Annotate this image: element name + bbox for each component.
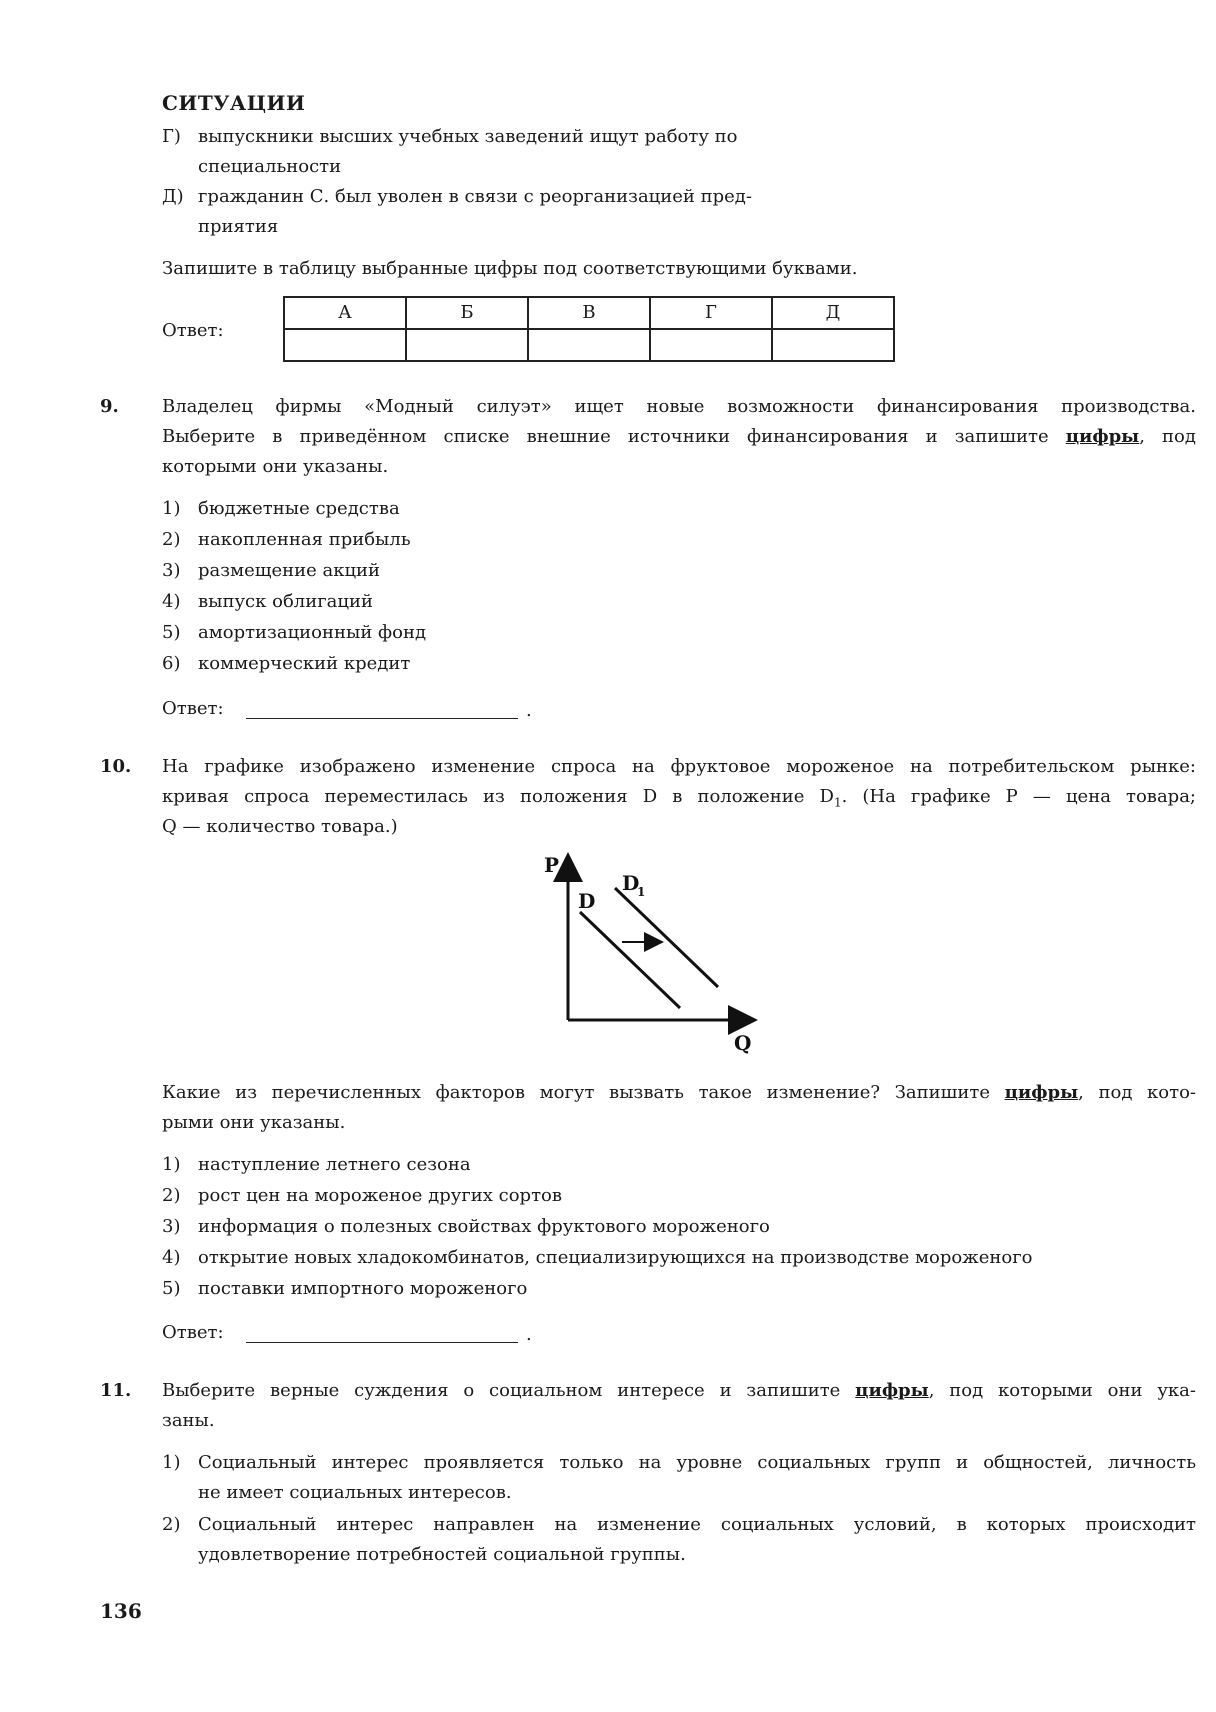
list-item [162, 1510, 198, 1540]
option-number: 1) [162, 498, 181, 519]
situation-letter: Г) [162, 126, 181, 147]
list-item [162, 1150, 471, 1180]
answer-table-header: А [284, 297, 406, 329]
question-11-number: 11. [100, 1380, 132, 1401]
list-item [162, 1448, 198, 1478]
option-text-cont: удовлетворение потребностей социальной группы. [198, 1544, 686, 1565]
question-10-prompt [162, 1078, 1196, 1108]
demand-curve-d1 [615, 888, 718, 987]
answer-table-header: Б [406, 297, 528, 329]
keyword-tsifry: цифры [855, 1380, 929, 1401]
answer-label: Ответ: [162, 698, 224, 719]
question-11-text [162, 1376, 1196, 1406]
option-text: бюджетные средства [198, 498, 400, 519]
question-10-text: На графике изображено изменение спроса на фруктовое мороженое на потребительском рынке: [162, 756, 1196, 777]
option-text: амортизационный фонд [198, 622, 427, 643]
section-heading: СИТУАЦИИ [162, 91, 306, 115]
answer-cell[interactable] [284, 329, 406, 361]
question-9-text [162, 422, 1196, 452]
answer-period: . [526, 1324, 532, 1345]
list-item [162, 494, 400, 524]
question-10-prompt-part: , под кото- [1078, 1082, 1197, 1103]
question-9-text-part: , под [1139, 426, 1196, 447]
answer-cell[interactable] [528, 329, 650, 361]
option-text: коммерческий кредит [198, 653, 411, 674]
answer-label: Ответ: [162, 320, 224, 341]
answer-line[interactable] [246, 718, 518, 719]
option-text-cont: не имеет социальных интересов. [198, 1482, 512, 1503]
situation-g [162, 122, 737, 152]
question-11-text: заны. [162, 1410, 215, 1431]
question-9-number: 9. [100, 396, 119, 417]
q-axis-label: Q [734, 1031, 752, 1055]
question-10-number: 10. [100, 756, 132, 777]
d1-subscript: 1 [637, 885, 646, 899]
option-number: 2) [162, 1185, 181, 1206]
answer-period: . [526, 700, 532, 721]
answer-table-header: Д [772, 297, 894, 329]
option-text: открытие новых хладокомбинатов, специализирующихся на производстве мороженого [198, 1247, 1033, 1268]
option-text: накопленная прибыль [198, 529, 411, 550]
question-9-text-part: Выберите в приведённом списке внешние источники финансирования и запишите [162, 426, 1049, 447]
question-10-text-part-a: кривая спроса переместилась из положения D в положение D [162, 786, 834, 807]
list-item [162, 556, 380, 586]
option-text: информация о полезных свойствах фруктового мороженого [198, 1216, 770, 1237]
option-text: поставки импортного мороженого [198, 1278, 528, 1299]
list-item [162, 525, 411, 555]
list-item [162, 649, 410, 679]
keyword-tsifry: цифры [1004, 1082, 1079, 1103]
option-number: 3) [162, 560, 181, 581]
keyword-tsifry: цифры [1065, 426, 1140, 447]
subscript: 1 [833, 795, 842, 810]
d-label: D [578, 889, 596, 913]
option-number: 6) [162, 653, 181, 674]
answer-table-header: В [528, 297, 650, 329]
demand-shift-graph [530, 852, 770, 1062]
list-item [162, 1274, 527, 1304]
answer-cell[interactable] [406, 329, 528, 361]
p-axis-label: P [544, 853, 560, 877]
option-number: 4) [162, 591, 181, 612]
option-number: 2) [162, 1514, 181, 1535]
answer-line[interactable] [246, 1342, 518, 1343]
situation-d [162, 182, 752, 212]
demand-curve-d [580, 912, 680, 1008]
question-11-text-part: Выберите верные суждения о социальном интересе и запишите [162, 1380, 841, 1401]
situation-letter: Д) [162, 186, 184, 207]
question-10-prompt-part: Какие из перечисленных факторов могут вызвать такое изменение? Запишите [162, 1082, 990, 1103]
question-9-text: которыми они указаны. [162, 456, 389, 477]
option-number: 1) [162, 1452, 181, 1473]
answer-cell[interactable] [650, 329, 772, 361]
option-number: 1) [162, 1154, 181, 1175]
situation-text-cont: специальности [198, 156, 342, 177]
option-text: наступление летнего сезона [198, 1154, 471, 1175]
question-11-text-part: , под которыми они ука- [928, 1380, 1196, 1401]
situation-text: гражданин С. был уволен в связи с реорганизацией пред- [198, 186, 752, 207]
situation-text-cont: приятия [198, 216, 279, 237]
option-number: 4) [162, 1247, 181, 1268]
list-item [162, 618, 426, 648]
answer-cell[interactable] [772, 329, 894, 361]
situation-text: выпускники высших учебных заведений ищут работу по [198, 126, 738, 147]
option-number: 3) [162, 1216, 181, 1237]
answer-table-header: Г [650, 297, 772, 329]
answer-table [283, 296, 895, 362]
option-text: Социальный интерес проявляется только на уровне социальных групп и общностей, личность [198, 1452, 1196, 1473]
option-number: 2) [162, 529, 181, 550]
list-item [162, 587, 373, 617]
option-text: рост цен на мороженое других сортов [198, 1185, 562, 1206]
option-text: Социальный интерес направлен на изменение социальных условий, в которых происходит [198, 1514, 1196, 1535]
answer-label: Ответ: [162, 1322, 224, 1343]
list-item [162, 1212, 770, 1242]
list-item [162, 1181, 562, 1211]
list-item [162, 1243, 1033, 1273]
table-instruction: Запишите в таблицу выбранные цифры под соответствующими буквами. [162, 258, 858, 279]
question-10-text-part-b: . (На графике P — цена товара; [841, 786, 1196, 807]
answer-table-header-row [284, 297, 894, 329]
page-number: 136 [100, 1599, 142, 1623]
d1-label: D [622, 871, 640, 895]
answer-table-input-row [284, 329, 894, 361]
option-text: размещение акций [198, 560, 381, 581]
question-9-text: Владелец фирмы «Модный силуэт» ищет новые возможности финансирования производства. [162, 396, 1196, 417]
question-10-prompt: рыми они указаны. [162, 1112, 346, 1133]
option-number: 5) [162, 1278, 181, 1299]
question-10-text-part [162, 786, 1196, 810]
question-10-text: Q — количество товара.) [162, 816, 398, 837]
option-text: выпуск облигаций [198, 591, 373, 612]
option-number: 5) [162, 622, 181, 643]
